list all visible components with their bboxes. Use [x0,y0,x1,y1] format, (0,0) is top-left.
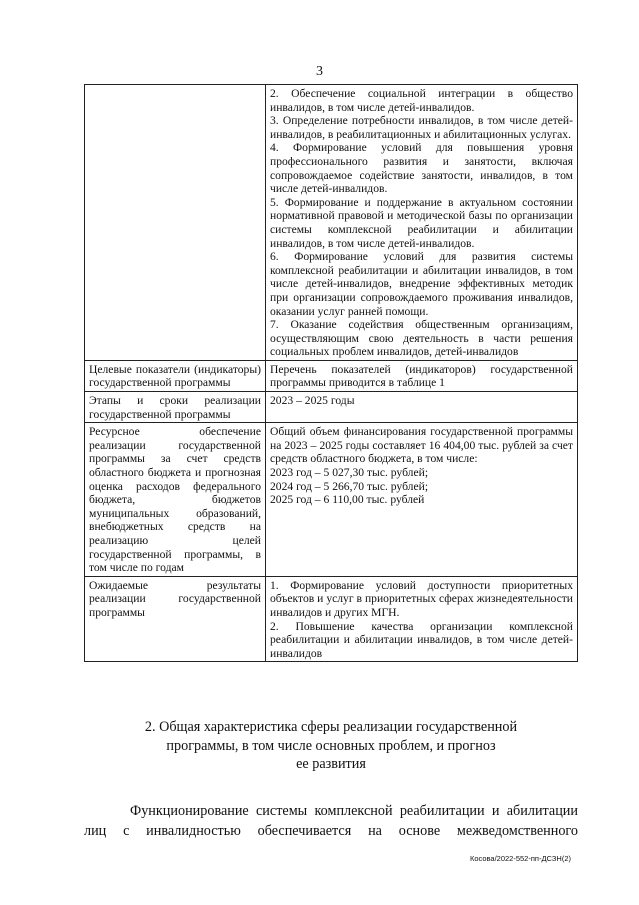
stages-value: 2023 – 2025 годы [266,392,578,423]
funding-year-2024: 2024 год – 5 266,70 тыс. рублей; [270,479,429,493]
task-item-4: 4. Формирование условий для повышения уровня профессионального развития и занятости, включая сопровождаемое содействие занятости, инвалидов, в том числе детей-инвалидов. [270,141,573,196]
funding-total: Общий объем финансирования государственной программы на 2023 – 2025 годы составляет 16 404,00 тыс. рублей за счет средств областного бюджета, в том числе: [270,425,573,466]
task-item-7: 7. Оказание содействия общественным организациям, осуществляющим свою деятельность в части решения социальных проблем инвалидов, детей-инвалидов [270,318,573,359]
funding-label: Ресурсное обеспечение реализации государственной программы за счет средств областного бюджета и прогнозная оценка расходов федерального бюджета, бюджетов муниципальных образований, внебюджетных средств на реализацию целей государственной программы, в том числе по годам [85,423,266,577]
section-heading-line-3: ее развития [296,756,366,772]
task-item-3: 3. Определение потребности инвалидов, в том числе детей-инвалидов, в реабилитационных и абилитационных услугах. [270,114,573,141]
funding-year-2023: 2023 год – 5 027,30 тыс. рублей; [270,466,429,480]
task-item-2: 2. Обеспечение социальной интеграции в общество инвалидов, в том числе детей-инвалидов. [270,87,573,114]
funding-year-2025: 2025 год – 6 110,00 тыс. рублей [270,493,425,507]
section-heading [84,718,578,774]
stages-label: Этапы и сроки реализации государственной программы [85,392,266,423]
tasks-value-cell [266,85,578,361]
task-item-5: 5. Формирование и поддержание в актуальном состоянии нормативной правовой и методической базы по организации системы комплексной реабилитации и абилитации инвалидов, в том числе детей-инвалидов. [270,195,573,250]
targets-value: Перечень показателей (индикаторов) государственной программы приводится в таблице 1 [266,360,578,391]
section-body-paragraph: Функционирование системы комплексной реабилитации и абилитации лиц с инвалидностью обеспечивается на основе межведомственного [84,803,578,840]
program-passport-table [84,84,578,662]
results-label: Ожидаемые результаты реализации государственной программы [85,576,266,662]
table-row-tasks-continuation [85,85,578,361]
section-heading-line-2: программы, в том числе основных проблем, и прогноз [166,737,496,754]
result-item-2: 2. Повышение качества организации комплексной реабилитации и абилитации инвалидов, в том числе детей-инвалидов [270,619,573,660]
tasks-label-cell [85,85,266,361]
funding-value-cell [266,423,578,577]
targets-label: Целевые показатели (индикаторы) государственной программы [85,360,266,391]
page-number: 3 [316,64,323,79]
table-row-results [85,576,578,662]
document-footer-code: Косова/2022-552-пп-ДСЗН(2) [469,854,571,863]
results-value-cell [266,576,578,662]
table-row-targets [85,360,578,391]
task-item-6: 6. Формирование условий для развития системы комплексной реабилитации и абилитации инвалидов, в том числе детей-инвалидов, внедрение эффективных методик при организации сопровождаемого проживания инвалидов, оказании услуг ранней помощи. [270,250,573,318]
table-row-stages [85,392,578,423]
section-heading-line-1: 2. Общая характеристика сферы реализации государственной [144,719,518,735]
result-item-1: 1. Формирование условий доступности приоритетных объектов и услуг в приоритетных сферах жизнедеятельности инвалидов и других МГН. [270,578,573,619]
table-row-funding [85,423,578,577]
